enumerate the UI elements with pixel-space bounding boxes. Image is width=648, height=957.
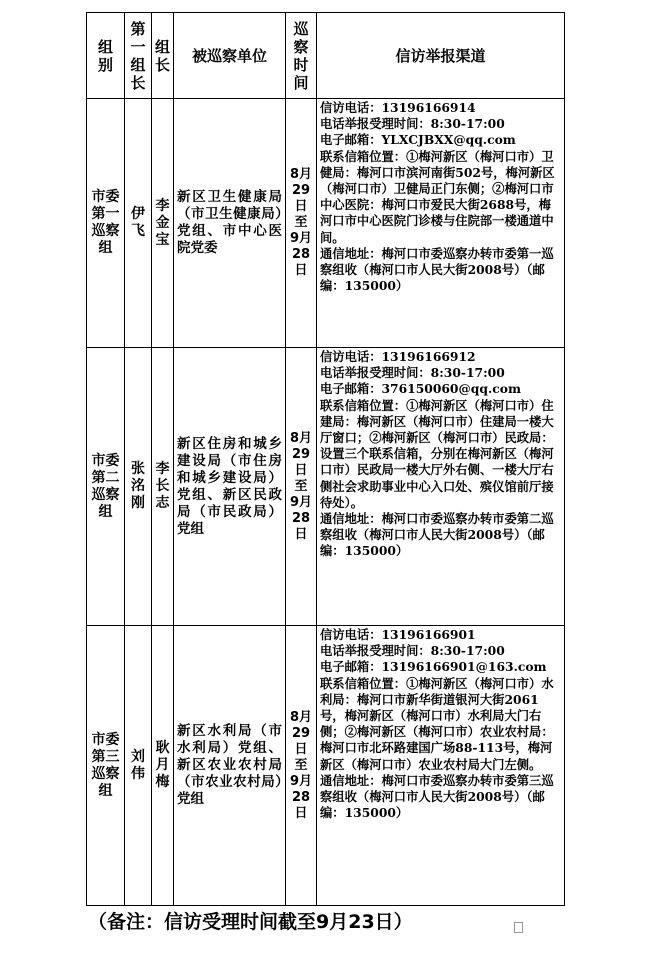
group-cell: 市委 第一 巡察 组 bbox=[87, 99, 125, 348]
leader-cell: 耿 月 梅 bbox=[152, 626, 174, 906]
table-row bbox=[87, 348, 565, 626]
email-line: 电子邮箱：13196166901@163.com bbox=[320, 659, 547, 675]
table-row bbox=[87, 99, 565, 348]
leader-cell: 李 金 宝 bbox=[152, 99, 174, 348]
channels-cell bbox=[317, 99, 565, 348]
hours-line: 电话举报受理时间：8:30-17:00 bbox=[320, 365, 505, 381]
mailbox-line: 联系信箱位置：①梅河新区（梅河口市）住建局：梅河新区（梅河口市）住建局一楼大厅窗口；②梅河新区（梅河口市）民政局：设置三个联系信箱，分别在梅河新区（梅河口市）民政局一楼大厅外右侧、一楼大厅右侧社会求助事业中心入口处、殡仪馆前厅接待处）。 bbox=[320, 397, 554, 510]
address-line: 通信地址：梅河口市委巡察办转市委第一巡察组收（梅河口市人民大街2008号）（邮编：135000） bbox=[320, 245, 554, 294]
unit-cell: 新区水利局（市水利局）党组、新区农业农村局（市农业农村局）党组 bbox=[174, 626, 286, 906]
header-row bbox=[87, 13, 565, 99]
hours-line: 电话举报受理时间：8:30-17:00 bbox=[320, 116, 505, 132]
unit-cell: 新区住房和城乡建设局（市住房和城乡建设局）党组、新区民政局（市民政局）党组 bbox=[174, 348, 286, 626]
channels-cell bbox=[317, 348, 565, 626]
channels-cell bbox=[317, 626, 565, 906]
time-cell: 8月 29日 至 9月 28日 bbox=[286, 626, 317, 906]
phone-line: 信访电话：13196166901 bbox=[320, 627, 476, 642]
first-leader-cell: 刘 伟 bbox=[125, 626, 152, 906]
header-channels: 信访举报渠道 bbox=[317, 13, 565, 99]
header-first-leader: 第 一 组 长 bbox=[125, 13, 152, 99]
time-cell: 8月 29日 至 9月 28日 bbox=[286, 348, 317, 626]
address-line: 通信地址：梅河口市委巡察办转市委第二巡察组收（梅河口市人民大街2008号）（邮编：135000） bbox=[320, 511, 554, 559]
email-line: 电子邮箱：YLXCJBXX@qq.com bbox=[320, 132, 516, 148]
header-time: 巡 察 时 间 bbox=[286, 13, 317, 99]
unit-cell: 新区卫生健康局（市卫生健康局）党组、市中心医院党委 bbox=[174, 99, 286, 348]
group-cell: 市委 第三 巡察 组 bbox=[87, 626, 125, 906]
mailbox-line: 联系信箱位置：①梅河新区（梅河口市）卫健局：梅河口市滨河南街502号，梅河新区（梅河口市）卫健局正门东侧；②梅河口市中心医院：梅河口市爱民大街2688号，梅河口市中心医院门诊楼与住院部一楼通道中间。 bbox=[320, 148, 555, 245]
inspection-table bbox=[86, 12, 565, 906]
header-leader: 组 长 bbox=[152, 13, 174, 99]
header-unit: 被巡察单位 bbox=[174, 13, 286, 99]
mailbox-line: 联系信箱位置：①梅河新区（梅河口市）水利局：梅河口市新华街道银河大街2061号，梅河新区（梅河口市）水利局大门右侧；②梅河新区（梅河口市）农业农村局：梅河口市北环路建国广场88-113号，梅河新区（梅河口市）农业农村局大门左侧。 bbox=[320, 675, 554, 772]
hours-line: 电话举报受理时间：8:30-17:00 bbox=[320, 643, 505, 659]
leader-cell: 李 长 志 bbox=[152, 348, 174, 626]
phone-line: 信访电话：13196166912 bbox=[320, 349, 476, 364]
phone-line: 信访电话：13196166914 bbox=[320, 100, 476, 115]
header-group: 组 别 bbox=[87, 13, 125, 99]
first-leader-cell: 伊 飞 bbox=[125, 99, 152, 348]
footnote: （备注：信访受理时间截至9月23日） bbox=[88, 911, 413, 933]
time-cell: 8月 29日 至 9月 28日 bbox=[286, 99, 317, 348]
placeholder-box-icon bbox=[514, 922, 523, 933]
email-line: 电子邮箱：376150060@qq.com bbox=[320, 381, 521, 397]
first-leader-cell: 张洺 刚 bbox=[125, 348, 152, 626]
group-cell: 市委 第二 巡察 组 bbox=[87, 348, 125, 626]
table-row bbox=[87, 626, 565, 906]
address-line: 通信地址：梅河口市委巡察办转市委第三巡察组收（梅河口市人民大街2008号）（邮编：135000） bbox=[320, 772, 554, 821]
